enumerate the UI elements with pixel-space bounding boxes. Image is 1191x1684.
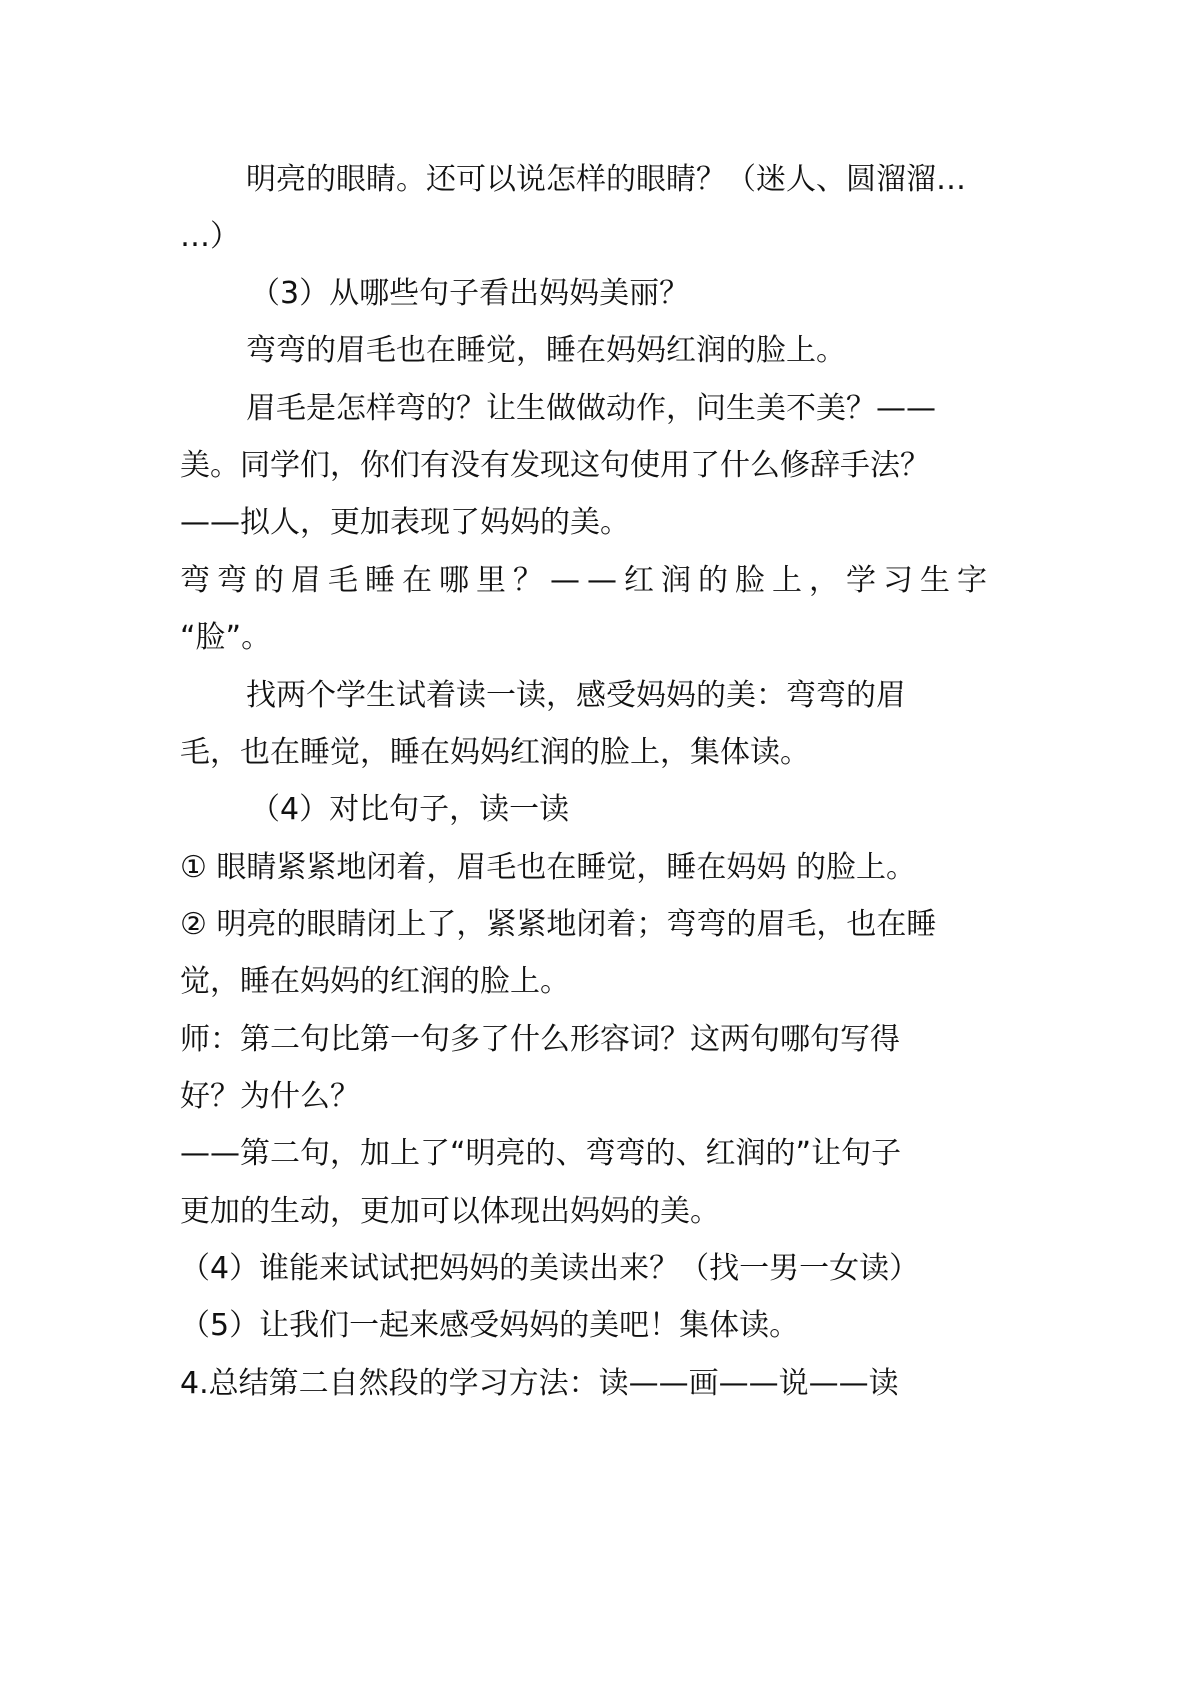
paragraph-line: 更加的生动，更加可以体现出妈妈的美。: [180, 1194, 720, 1229]
paragraph-line: 弯弯的眉毛睡在哪里？——红润的脸上，学习生字: [180, 563, 994, 598]
paragraph-line: “脸”。: [180, 620, 272, 655]
paragraph-line: 明亮的眼睛。还可以说怎样的眼睛？（迷人、圆溜溜…: [246, 162, 966, 197]
paragraph-line: 好？为什么？: [180, 1079, 360, 1114]
paragraph-line: （4）对比句子，读一读: [250, 792, 570, 827]
paragraph-line: 找两个学生试着读一读，感受妈妈的美：弯弯的眉: [246, 678, 906, 713]
paragraph-line: ② 明亮的眼睛闭上了，紧紧地闭着；弯弯的眉毛，也在睡: [180, 907, 937, 942]
paragraph-line: 眉毛是怎样弯的？让生做做动作，问生美不美？——: [246, 391, 936, 426]
paragraph-line: 4.总结第二自然段的学习方法：读——画——说——读: [180, 1366, 899, 1401]
paragraph-line: 弯弯的眉毛也在睡觉，睡在妈妈红润的脸上。: [246, 333, 846, 368]
paragraph-line: 毛，也在睡觉，睡在妈妈红润的脸上，集体读。: [180, 735, 810, 770]
paragraph-line: （4）谁能来试试把妈妈的美读出来？（找一男一女读）: [180, 1251, 920, 1286]
paragraph-line: …）: [180, 219, 240, 254]
paragraph-line: ——第二句，加上了“明亮的、弯弯的、红润的”让句子: [180, 1136, 902, 1171]
paragraph-line: 美。同学们，你们有没有发现这句使用了什么修辞手法？: [180, 448, 930, 483]
paragraph-line: （5）让我们一起来感受妈妈的美吧！集体读。: [180, 1308, 800, 1343]
paragraph-line: 觉，睡在妈妈的红润的脸上。: [180, 964, 570, 999]
paragraph-line: 师：第二句比第一句多了什么形容词？这两句哪句写得: [180, 1022, 900, 1057]
paragraph-line: ① 眼睛紧紧地闭着，眉毛也在睡觉，睡在妈妈 的脸上。: [180, 850, 916, 885]
paragraph-line: ——拟人，更加表现了妈妈的美。: [180, 505, 630, 540]
paragraph-line: （3）从哪些句子看出妈妈美丽？: [250, 276, 690, 311]
